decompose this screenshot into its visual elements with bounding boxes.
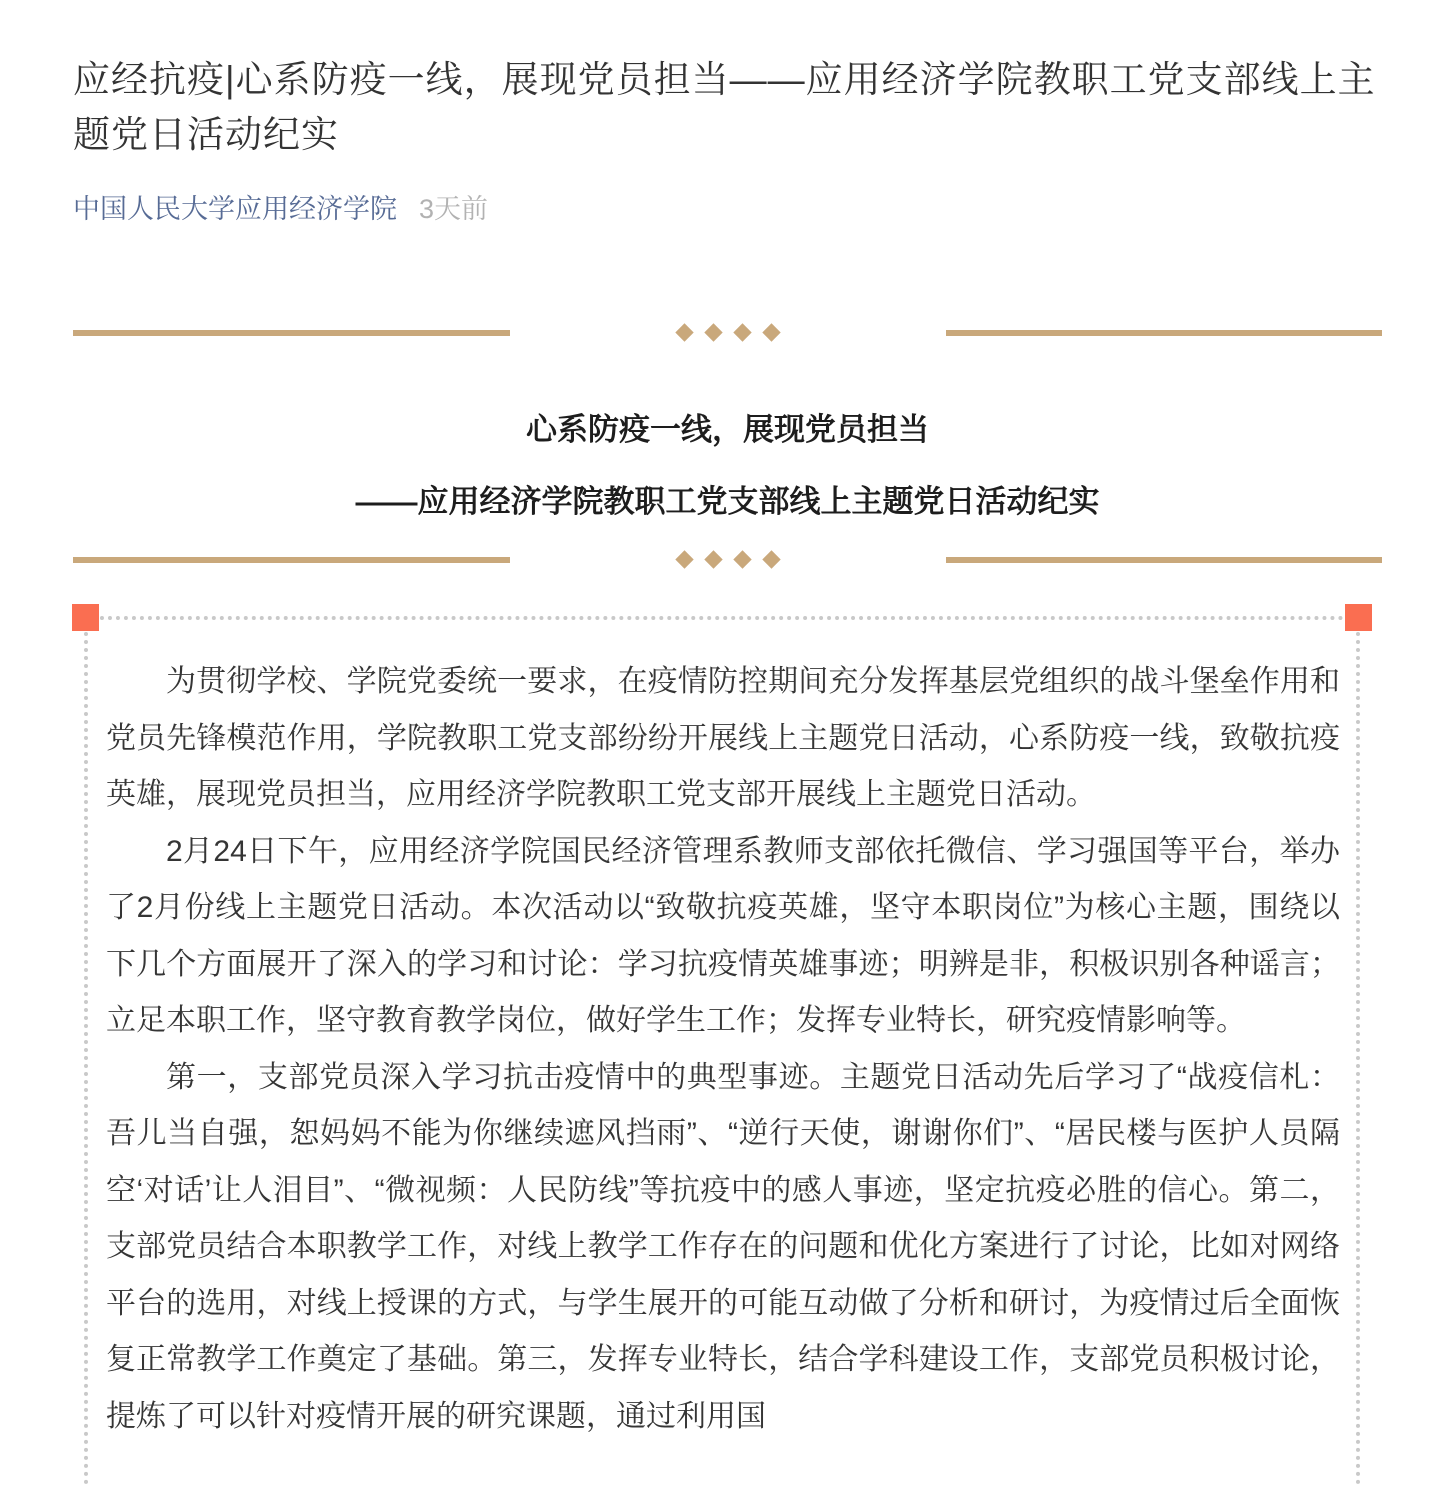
article-subtitle-line1: 心系防疫一线，展现党员担当 [526, 412, 929, 447]
corner-square-icon [72, 604, 99, 631]
divider-diamonds [678, 553, 778, 566]
article-meta [73, 192, 1382, 226]
diamond-icon [762, 323, 780, 341]
article-subtitle-line2: ——应用经济学院教职工党支部线上主题党日活动纪实 [355, 484, 1100, 519]
divider-line-right [946, 557, 1383, 563]
divider-diamonds [678, 326, 778, 339]
author-account-link[interactable]: 中国人民大学应用经济学院 [73, 194, 397, 224]
diamond-icon [675, 550, 693, 568]
body-paragraph: 第一，支部党员深入学习抗击疫情中的典型事迹。主题党日活动先后学习了“战疫信札：吾儿当自强，恕妈妈不能为你继续遮风挡雨”、“逆行天使，谢谢你们”、“居民楼与医护人员隔空‘对话’让人泪目”、“微视频：人民防线”等抗疫中的感人事迹，坚定抗疫必胜的信心。第二，支部党员结合本职教学工作，对线上教学工作存在的问题和优化方案进行了讨论，比如对网络平台的选用，对线上授课的方式，与学生展开的可能互动做了分析和研讨，为疫情过后全面恢复正常教学工作奠定了基础。第三，发挥专业特长，结合学科建设工作，支部党员积极讨论，提炼了可以针对疫情开展的研究课题，通过利用国 [106, 1060, 1340, 1433]
dotted-content-box [84, 616, 1360, 1485]
corner-square-icon [1345, 604, 1372, 631]
diamond-icon [704, 550, 722, 568]
body-paragraph: 为贯彻学校、学院党委统一要求，在疫情防控期间充分发挥基层党组织的战斗堡垒作用和党员先锋模范作用，学院教职工党支部纷纷开展线上主题党日活动，心系防疫一线，致敬抗疫英雄，展现党员担当，应用经济学院教职工党支部开展线上主题党日活动。 [106, 665, 1340, 811]
body-paragraph: 2月24日下午，应用经济学院国民经济管理系教师支部依托微信、学习强国等平台，举办了2月份线上主题党日活动。本次活动以“致敬抗疫英雄，坚守本职岗位”为核心主题，围绕以下几个方面展开了深入的学习和讨论：学习抗疫情英雄事迹；明辨是非，积极识别各种谣言；立足本职工作，坚守教育教学岗位，做好学生工作；发挥专业特长，研究疫情影响等。 [106, 834, 1340, 1037]
diamond-icon [704, 323, 722, 341]
diamond-icon [733, 550, 751, 568]
ornamental-divider-top [73, 326, 1382, 339]
divider-line-right [946, 330, 1383, 336]
article-title: 应经抗疫|心系防疫一线，展现党员担当——应用经济学院教职工党支部线上主题党日活动纪实 [73, 59, 1376, 155]
ornamental-divider-bottom [73, 553, 1382, 566]
diamond-icon [733, 323, 751, 341]
diamond-icon [762, 550, 780, 568]
divider-line-left [73, 330, 510, 336]
divider-line-left [73, 557, 510, 563]
publish-time: 3天前 [419, 194, 489, 224]
diamond-icon [675, 323, 693, 341]
